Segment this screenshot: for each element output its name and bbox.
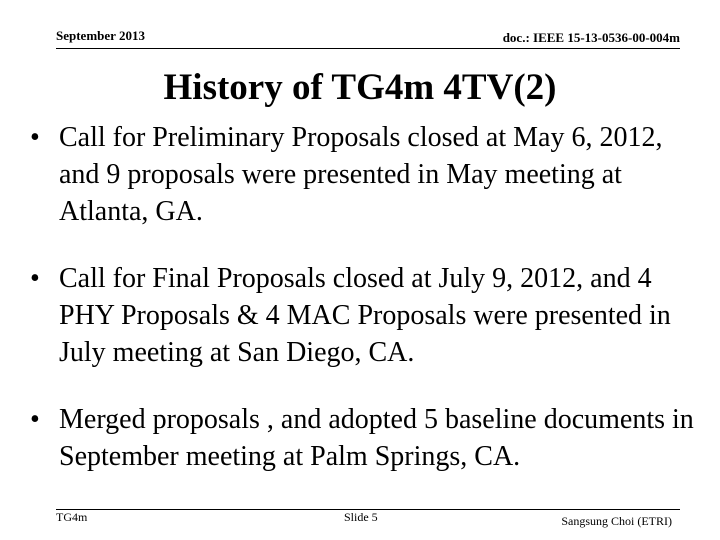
bullet-list — [30, 119, 700, 505]
bullet-icon: • — [30, 263, 40, 294]
bullet-icon: • — [30, 122, 40, 153]
bullet-text: Merged proposals , and adopted 5 baseline documents in September meeting at Palm Springs, CA. — [59, 404, 694, 472]
bullet-text: Call for Preliminary Proposals closed at May 6, 2012, and 9 proposals were presented in May meeting at Atlanta, GA. — [59, 122, 663, 227]
bullet-text: Call for Final Proposals closed at July 9, 2012, and 4 PHY Proposals & 4 MAC Proposals were presented in July meeting at San Diego, CA. — [59, 263, 671, 368]
bullet-item — [30, 260, 700, 371]
footer-author: Sangsung Choi (ETRI) — [561, 514, 672, 528]
header-document-id: doc.: IEEE 15-13-0536-00-004m — [502, 30, 680, 45]
bullet-item — [30, 401, 700, 475]
slide-title: History of TG4m 4TV(2) — [163, 67, 557, 108]
bullet-icon: • — [30, 404, 40, 435]
header-divider — [56, 48, 680, 49]
bullet-item — [30, 119, 700, 230]
header-date: September 2013 — [56, 28, 145, 43]
footer-group-name: TG4m — [56, 510, 88, 524]
footer-slide-number: Slide 5 — [344, 510, 378, 524]
